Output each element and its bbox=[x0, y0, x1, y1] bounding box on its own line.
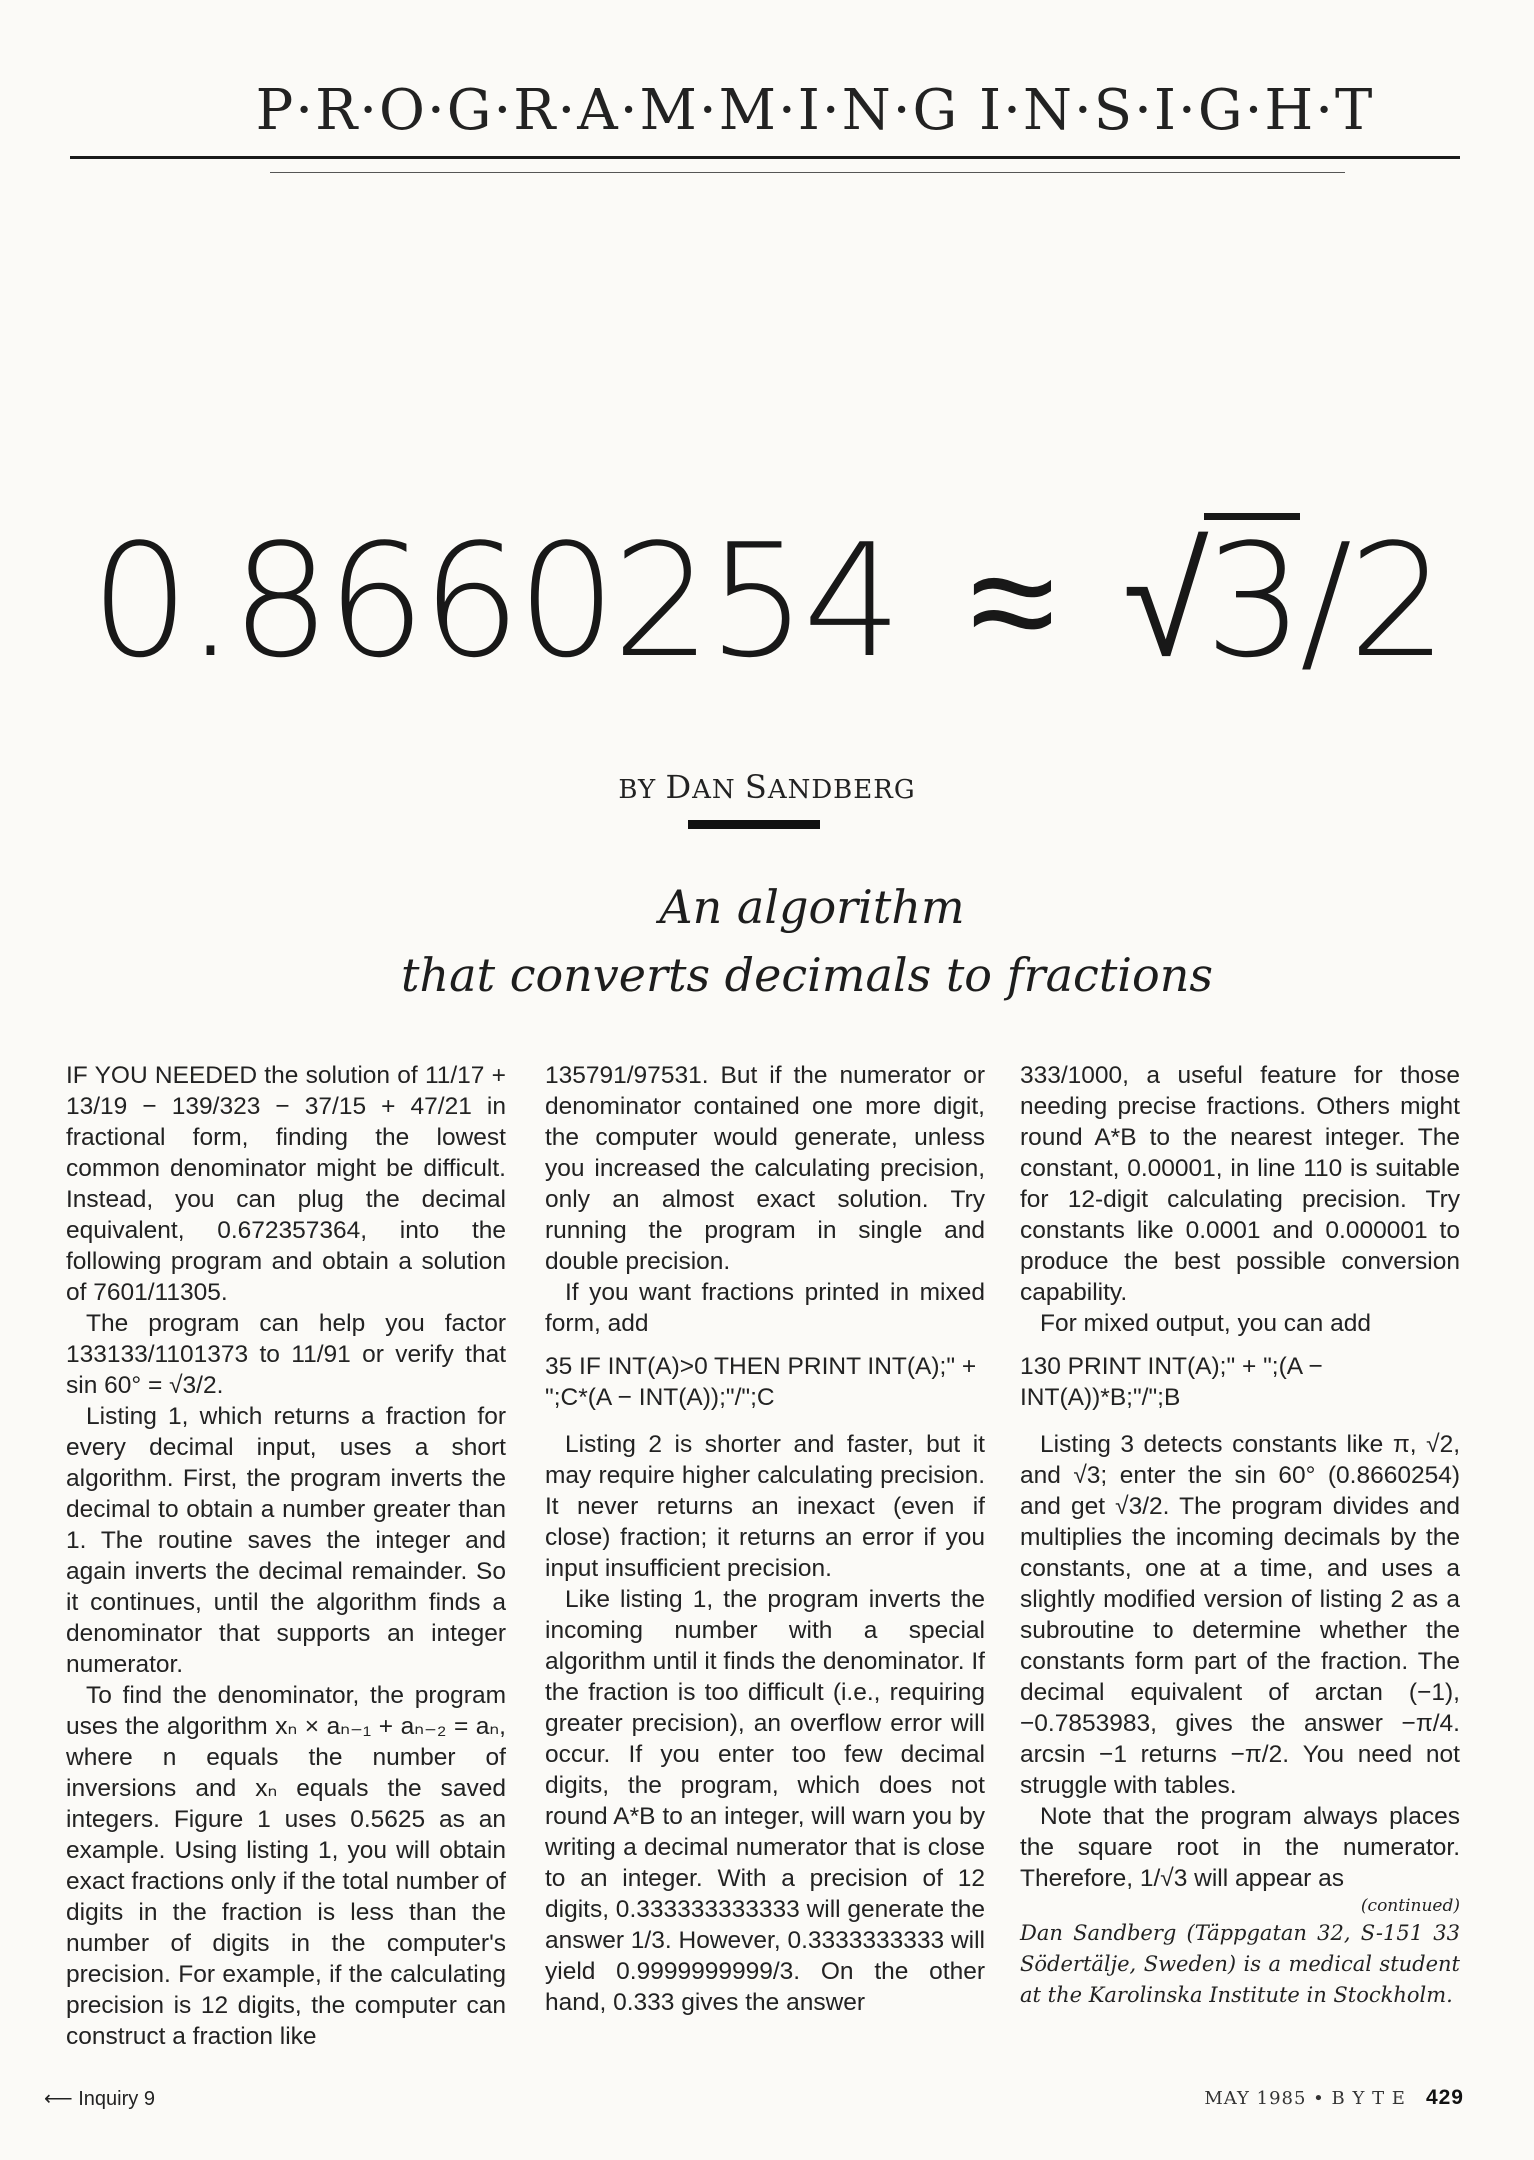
headline-divisor: /2 bbox=[1299, 510, 1444, 692]
paragraph: 333/1000, a useful feature for those needing precise fractions. Others might round A*B to the nearest integer. The constant, 0.00001, in line 110 is suitable for 12-digit calculating precision. Try constants like 0.0001 and 0.000001 to produce the best possible conversion capability. bbox=[1020, 1062, 1460, 1306]
paragraph: 135791/97531. But if the numerator or denominator contained one more digit, the computer would generate, unless you increased the calculating precision, only an almost exact solution. Try running the program in single and double precision. bbox=[545, 1062, 985, 1275]
paragraph: To find the denominator, the program uses the algorithm xₙ × aₙ₋₁ + aₙ₋₂ = aₙ, where n equals the number of inversions and xₙ equals the saved integers. Figure 1 uses 0.5625 as an example. Using listing 1, you will obtain exact fractions only if the total number of digits in the fraction is less than the number of digits in the computer's precision. For example, if the calculating precision is 12 digits, the computer can construct a fraction like bbox=[66, 1682, 506, 2050]
section-header bbox=[60, 78, 1460, 168]
header-thin-rule bbox=[270, 172, 1345, 173]
inquiry-number: ⟵ Inquiry 9 bbox=[44, 2088, 155, 2110]
paragraph: Listing 3 detects constants like π, √2, and √3; enter the sin 60° (0.8660254) and get √3/2. The program divides and multiplies the incoming decimals by the constants, one at a time, and uses a slightly modified version of listing 2 as a subroutine to determine whether the constants form part of the fraction. The decimal equivalent of arctan (−1), −0.7853983, gives the answer −π/4. arcsin −1 returns −π/2. You need not struggle with tables. bbox=[1020, 1431, 1460, 1799]
paragraph: Listing 1, which returns a fraction for every decimal input, uses a short algorithm. First, the program inverts the decimal to obtain a number greater than 1. The routine saves the integer and again inverts the decimal remainder. So it continues, until the algorithm finds a denominator that supports an integer numerator. bbox=[66, 1403, 506, 1678]
subtitle-line-2: that converts decimals to fractions bbox=[401, 948, 1213, 1002]
approx-symbol: ≈ bbox=[969, 510, 1052, 692]
page-footer bbox=[1204, 2086, 1464, 2110]
issue-label: MAY 1985 • B Y T E bbox=[1204, 2088, 1406, 2109]
code-line: 130 PRINT INT(A);" + ";(A − INT(A))*B;"/";B bbox=[1020, 1353, 1323, 1411]
byline: BY DAN SANDBERG bbox=[618, 768, 916, 806]
header-rule bbox=[70, 156, 1460, 159]
column-3 bbox=[1020, 1060, 1460, 2011]
paragraph: For mixed output, you can add bbox=[1040, 1310, 1371, 1337]
paragraph: Note that the program always places the square root in the numerator. Therefore, 1/√3 will appear as bbox=[1020, 1803, 1460, 1892]
column-2 bbox=[545, 1060, 985, 2018]
section-title: P·R·O·G·R·A·M·M·I·N·G I·N·S·I·G·H·T bbox=[255, 78, 1375, 143]
headline-equation bbox=[0, 510, 1534, 692]
code-line: 35 IF INT(A)>0 THEN PRINT INT(A);" + ";C*(A − INT(A));"/";C bbox=[545, 1353, 977, 1411]
headline-decimal: 0.8660254 bbox=[90, 510, 899, 692]
subtitle-line-1: An algorithm bbox=[659, 880, 965, 934]
radicand: 3 bbox=[1204, 510, 1300, 692]
paragraph: If you want fractions printed in mixed form, add bbox=[545, 1279, 985, 1337]
byline-rule bbox=[688, 820, 820, 829]
paragraph: IF YOU NEEDED the solution of 11/17 + 13/19 − 139/323 − 37/15 + 47/21 in fractional form, finding the lowest common denominator might be difficult. Instead, you can plug the decimal equivalent, 0.672357364, into the following program and obtain a solution of 7601/11305. bbox=[66, 1062, 506, 1306]
paragraph: The program can help you factor 133133/1101373 to 11/91 or verify that sin 60° = √3/2. bbox=[66, 1310, 506, 1399]
paragraph: Listing 2 is shorter and faster, but it may require higher calculating precision. It never returns an inexact (even if close) fraction; it returns an error if you input insufficient precision. bbox=[545, 1431, 985, 1582]
paragraph: Like listing 1, the program inverts the incoming number with a special algorithm until it finds the denominator. If the fraction is too difficult (i.e., requiring greater precision), an overflow error will occur. If you enter too few decimal digits, the program, which does not round A*B to an integer, will warn you by writing a decimal numerator that is close to an integer. With a precision of 12 digits, 0.333333333333 will generate the answer 1/3. However, 0.3333333333 will yield 0.9999999999/3. On the other hand, 0.333 gives the answer bbox=[545, 1586, 985, 2016]
author-bio: Dan Sandberg (Täppgatan 32, S-151 33 Södertälje, Sweden) is a medical student at the Karolinska Institute in Stockholm. bbox=[1020, 1921, 1460, 2007]
page-number: 429 bbox=[1425, 2086, 1464, 2109]
continued-note: (continued) bbox=[1360, 1896, 1460, 1916]
sqrt-symbol: √ bbox=[1122, 510, 1205, 692]
column-1 bbox=[66, 1060, 506, 2052]
